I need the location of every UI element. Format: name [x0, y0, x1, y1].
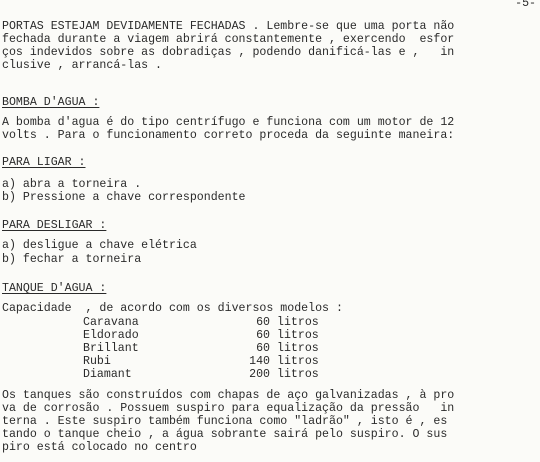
- tanque-capacity-intro: Capacidade , de acordo com os diversos modelos :: [2, 302, 343, 315]
- model-name: Eldorado: [83, 329, 139, 342]
- closing-line-4: tando o tanque cheio , a água sobrante sairá pelo suspiro. O sus: [2, 428, 448, 441]
- closing-line-3: terna . Este suspiro também funciona como "ladrão" , isto é , es: [2, 415, 448, 428]
- tanque-heading: TANQUE D'AGUA :: [2, 282, 107, 295]
- table-row: [0, 368, 319, 381]
- table-row: [0, 316, 319, 329]
- intro-line-3: ços indevidos sobre as dobradiças , podendo danificá-las e , in: [2, 46, 455, 59]
- model-capacity: 60: [256, 316, 270, 329]
- ligar-item-a: a) abra a torneira .: [2, 178, 142, 191]
- table-row: [0, 342, 319, 355]
- bomba-line-1: A bomba d'agua é do tipo centrífugo e funciona com um motor de 12: [2, 116, 455, 129]
- desligar-item-a: a) desligue a chave elétrica: [2, 239, 197, 252]
- capacity-table: [0, 316, 319, 381]
- model-name: Rubi: [83, 355, 111, 368]
- closing-line-2: va de corrosão . Possuem suspiro para equalização da pressão in: [2, 402, 455, 415]
- intro-line-4: clusive , arrancá-las .: [2, 59, 163, 72]
- model-capacity: 60: [256, 329, 270, 342]
- model-name: Diamant: [83, 368, 132, 381]
- model-unit: litros: [277, 329, 319, 342]
- ligar-item-b: b) Pressione a chave correspondente: [2, 191, 246, 204]
- model-unit: litros: [277, 316, 319, 329]
- model-capacity: 140: [249, 355, 270, 368]
- model-unit: litros: [277, 342, 319, 355]
- model-unit: litros: [277, 368, 319, 381]
- model-unit: litros: [277, 355, 319, 368]
- desligar-item-b: b) fechar a torneira: [2, 253, 142, 266]
- table-row: [0, 329, 319, 342]
- intro-line-2: fechada durante a viagem abrirá constantemente , exercendo esfor: [2, 33, 455, 46]
- model-capacity: 60: [256, 342, 270, 355]
- closing-line-5: piro está colocado no centro: [2, 441, 197, 454]
- intro-line-1: PORTAS ESTEJAM DEVIDAMENTE FECHADAS . Lembre-se que uma porta não: [2, 20, 455, 33]
- desligar-heading: PARA DESLIGAR :: [2, 219, 107, 232]
- ligar-heading: PARA LIGAR :: [2, 156, 86, 169]
- closing-line-1: Os tanques são construídos com chapas de aço galvanizadas , à pro: [2, 389, 455, 402]
- bomba-heading: BOMBA D'AGUA :: [2, 96, 100, 109]
- model-capacity: 200: [249, 368, 270, 381]
- bomba-line-2: volts . Para o funcionamento correto proceda da seguinte maneira:: [2, 129, 455, 142]
- page-number: -5-: [515, 0, 536, 10]
- model-name: Caravana: [83, 316, 139, 329]
- table-row: [0, 355, 319, 368]
- model-name: Brillant: [83, 342, 139, 355]
